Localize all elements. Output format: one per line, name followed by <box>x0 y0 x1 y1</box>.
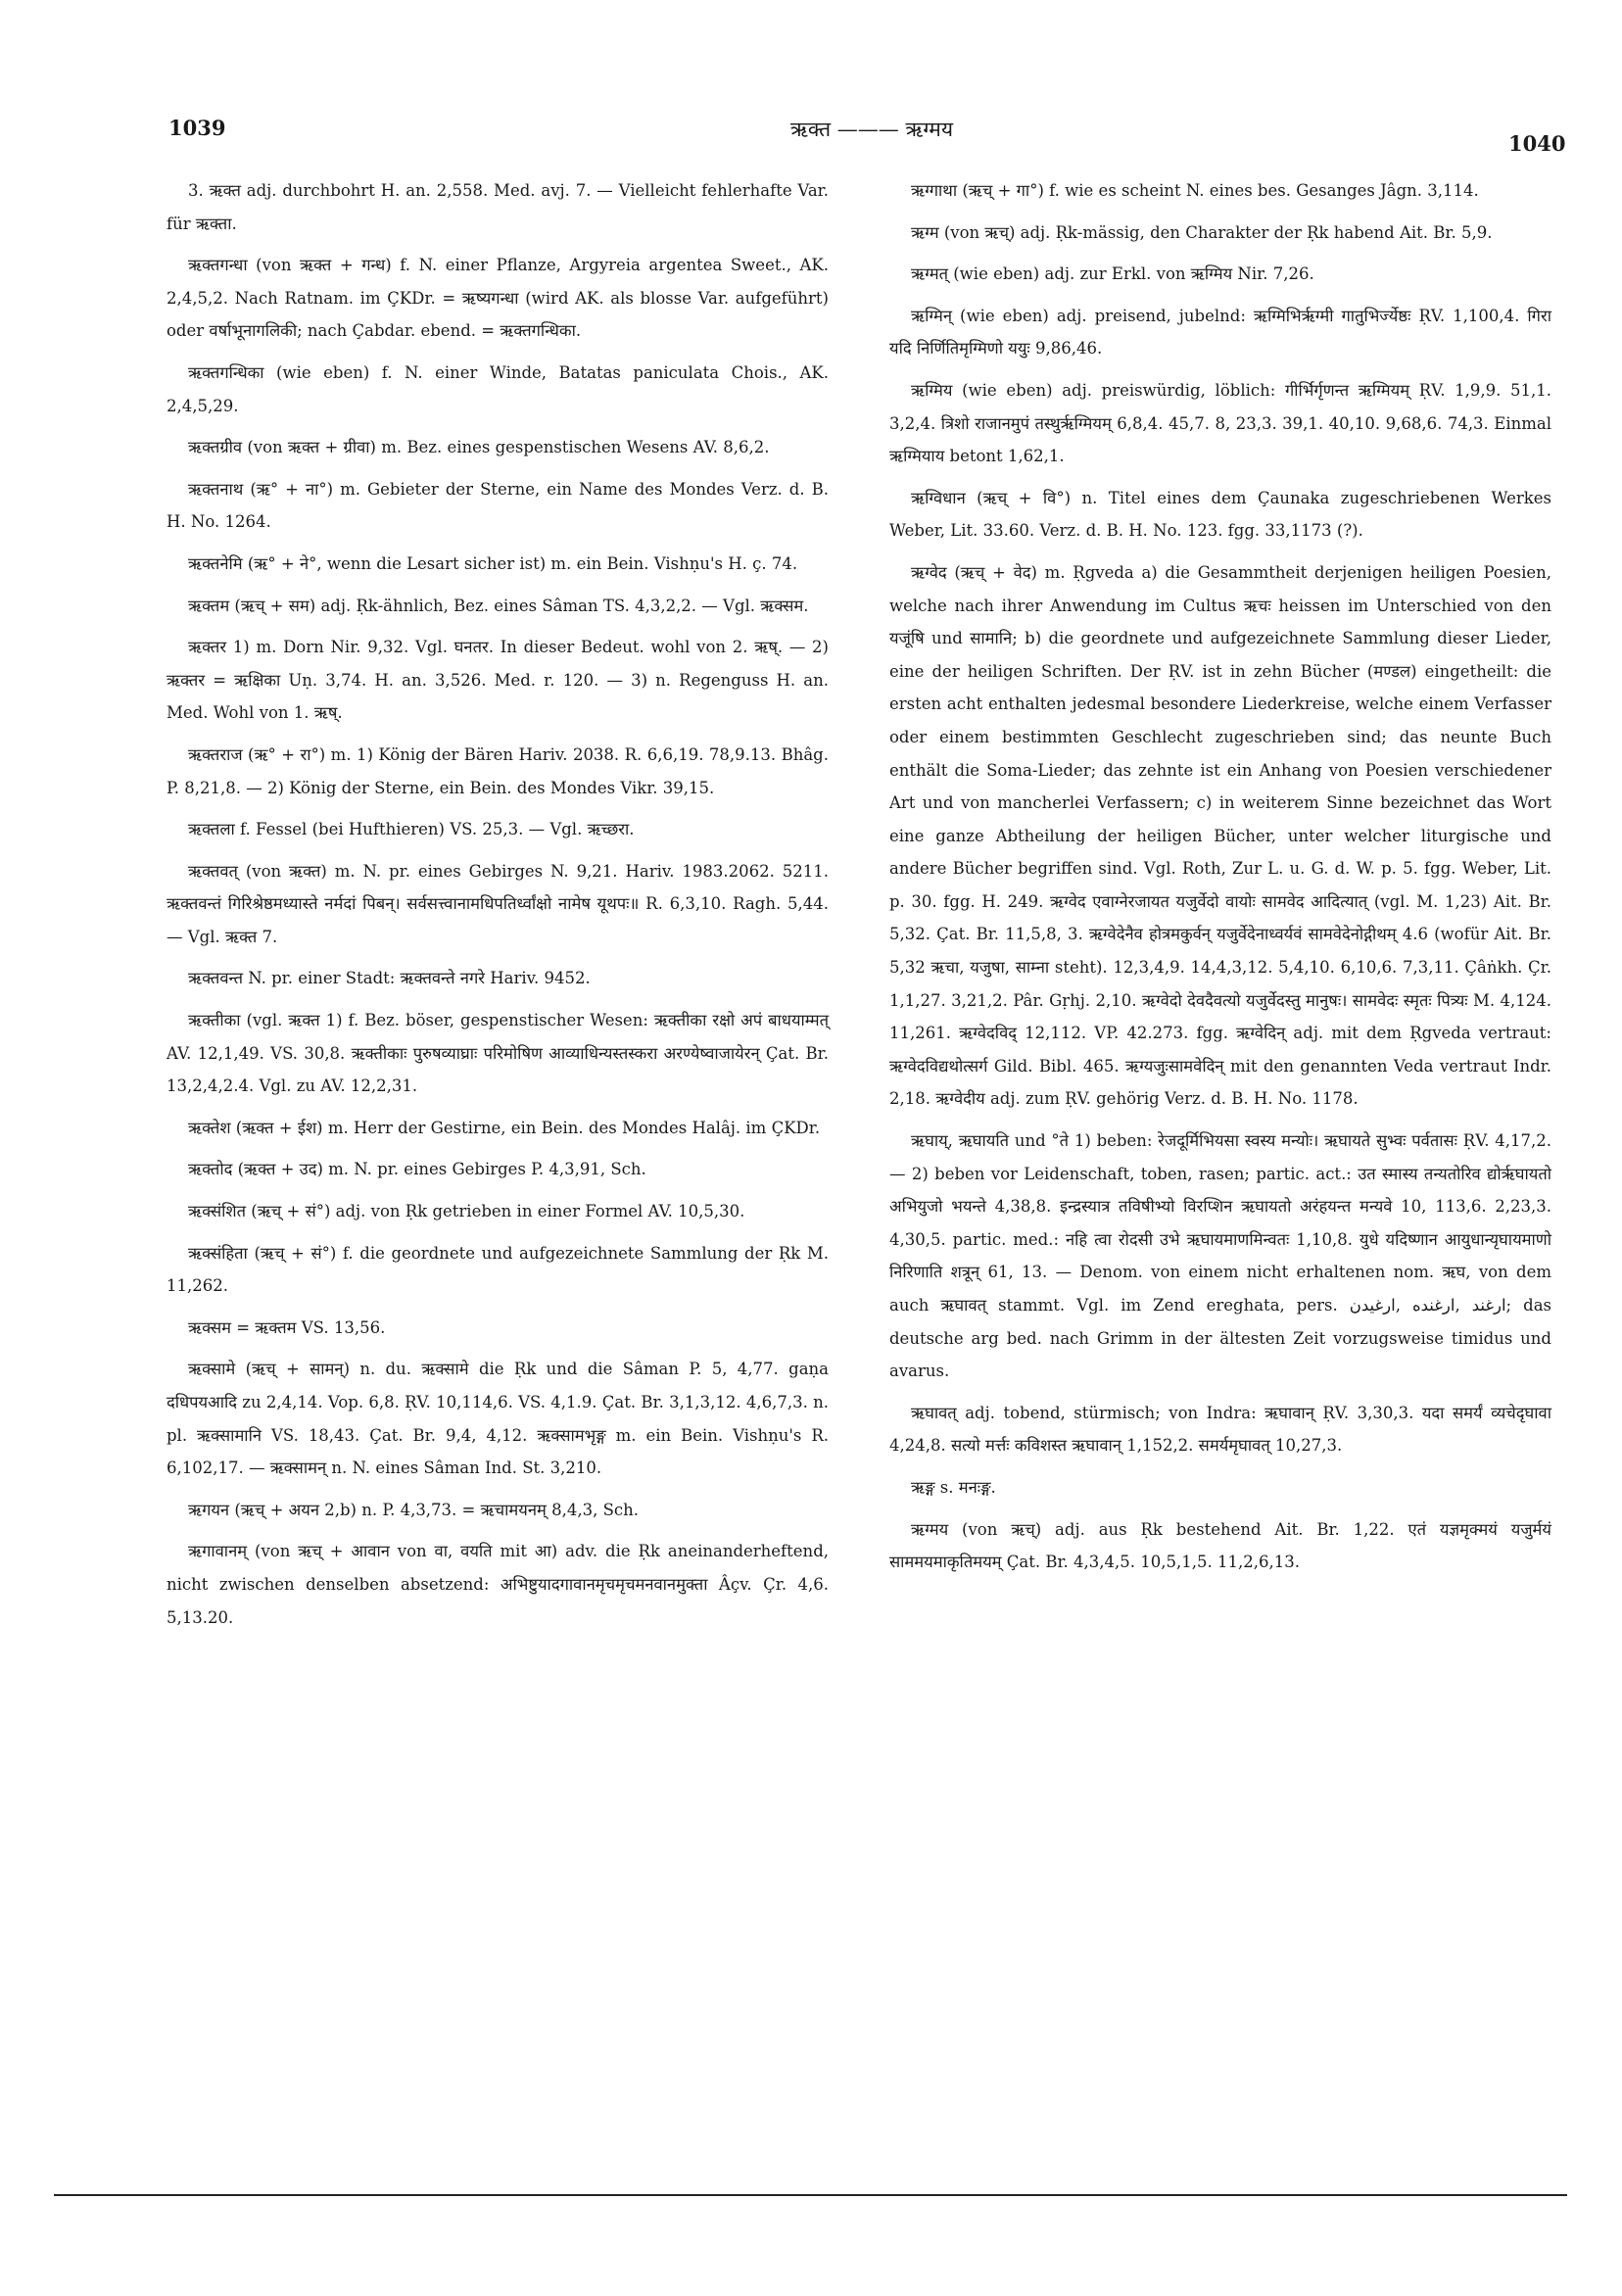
dictionary-entry: ऋग्विधान (ऋच् + वि°) n. Titel eines dem Çaunaka zugeschriebenen Werkes Weber, Lit. 33.60. Verz. d. B. H. No. 123. fgg. 33,1173 (?). <box>889 488 1551 541</box>
dictionary-entry: ऋक्तला f. Fessel (bei Hufthieren) VS. 25,3. — Vgl. ऋच्छरा. <box>188 820 635 839</box>
dictionary-entry: ऋगयन (ऋच् + अयन 2,b) n. P. 4,3,73. = ऋचामयनम् 8,4,3, Sch. <box>188 1500 640 1519</box>
dictionary-entry: ऋक्तगन्धिका (wie eben) f. N. einer Winde, Batatas paniculata Chois., AK. 2,4,5,29. <box>167 362 829 415</box>
dictionary-entry: ऋक्तम (ऋच् + सम) adj. Ṛk-ähnlich, Bez. eines Sâman TS. 4,3,2,2. — Vgl. ऋक्सम. <box>188 596 809 615</box>
dictionary-entry: ऋक्तर 1) m. Dorn Nir. 9,32. Vgl. घनतर. In dieser Bedeut. wohl von 2. ऋष्. — 2) ऋक्तर = ऋक्षिका Uṇ. 3,74. H. an. 3,526. Med. r. 120. — 3) n. Regenguss H. an. Med. Wohl von 1. ऋष्. <box>167 638 829 723</box>
running-header: ऋक्त ——— ऋग्मय <box>789 118 954 141</box>
dictionary-entry: ऋग्मिन् (wie eben) adj. preisend, jubelnd: ऋग्मिभिर्ऋग्मी गातुभिर्ज्येष्ठः ṚV. 1,100,4. गिरा यदि निर्णितिमृग्मिणो ययुः 9,86,46. <box>889 306 1551 359</box>
page-number-right: 1040 <box>1508 131 1566 156</box>
dictionary-entry: ऋक्सम = ऋक्तम VS. 13,56. <box>188 1317 386 1337</box>
dictionary-entry: ऋक्तराज (ऋ° + रा°) m. 1) König der Bären Hariv. 2038. R. 6,6,19. 78,9.13. Bhâg. P. 8,21,8. — 2) König der Sterne, ein Bein. des Mondes Vikr. 39,15. <box>167 744 829 797</box>
dictionary-entry: ऋक्तनाथ (ऋ° + ना°) m. Gebieter der Sterne, ein Name des Mondes Verz. d. B. H. No. 1264. <box>167 479 829 532</box>
dictionary-entry: ऋक्तोद (ऋक्त + उद) m. N. pr. eines Gebirges P. 4,3,91, Sch. <box>188 1160 646 1179</box>
dictionary-entry: ऋक्तवत् (von ऋक्त) m. N. pr. eines Gebirges N. 9,21. Hariv. 1983.2062. 5211. ऋक्तवन्तं गिरिश्रेष्ठमध्यास्ते नर्मदां पिबन्। सर्वसत्त्वानामधिपतिर्ध्वांक्षो नामेष यूथपः॥ R. 6,3,10. Ragh. 5,44. — Vgl. ऋक्त 7. <box>167 861 829 946</box>
dictionary-entry: ऋक्सामे (ऋच् + सामन्) n. du. ऋक्सामे die Ṛk und die Sâman P. 5, 4,77. gaṇa दधिपयआदि zu 2,4,14. Vop. 6,8. ṚV. 10,114,6. VS. 4,1.9. Çat. Br. 3,1,3,12. 4,6,7,3. n. pl. ऋक्सामानि VS. 18,43. Çat. Br. 9,4, 4,12. ऋक्सामभृङ्ग m. ein Bein. Vishṇu's R. 6,102,17. — ऋक्सामन् n. N. eines Sâman Ind. St. 3,210. <box>167 1360 829 1478</box>
dictionary-entry: ऋक्तेश (ऋक्त + ईश) m. Herr der Gestirne, ein Bein. des Mondes Halâj. im ÇKDr. <box>188 1118 821 1137</box>
dictionary-entry: ऋक्संहिता (ऋच् + सं°) f. die geordnete und aufgezeichnete Sammlung der Ṛk M. 11,262. <box>167 1243 829 1296</box>
dictionary-entry: 3. ऋक्त adj. durchbohrt H. an. 2,558. Med. avj. 7. — Vielleicht fehlerhafte Var. für ऋक्ता. <box>167 181 829 233</box>
dictionary-entry: ऋक्तीका (vgl. ऋक्त 1) f. Bez. böser, gespenstischer Wesen: ऋक्तीका रक्षो अपं बाधयाम्मत् AV. 12,1,49. VS. 30,8. ऋक्तीकाः पुरुषव्याघ्राः परिमोषिण आव्याधिन्यस्तस्करा अरण्येष्वाजायेरन् Çat. Br. 13,2,4,2.4. Vgl. zu AV. 12,2,31. <box>167 1011 829 1096</box>
dictionary-entry: ऋग्मत् (wie eben) adj. zur Erkl. von ऋग्मिय Nir. 7,26. <box>911 264 1314 284</box>
dictionary-entry: ऋग्मय (von ऋच्) adj. aus Ṛk bestehend Ait. Br. 1,22. एतं यज्ञमृक्मयं यजुर्मयं साममयमाकृतिमयम् Çat. Br. 4,3,4,5. 10,5,1,5. 11,2,6,13. <box>889 1519 1551 1572</box>
dictionary-entry: ऋक्तवन्त N. pr. einer Stadt: ऋक्तवन्ते नगरे Hariv. 9452. <box>188 969 591 988</box>
dictionary-entry: ऋक्संशित (ऋच् + सं°) adj. von Ṛk getrieben in einer Formel AV. 10,5,30. <box>188 1202 745 1221</box>
footer-rule <box>54 2194 1567 2196</box>
dictionary-entry: ऋक्तग्रीव (von ऋक्त + ग्रीवा) m. Bez. eines gespenstischen Wesens AV. 8,6,2. <box>188 438 770 457</box>
dictionary-entry: ऋग्मिय (wie eben) adj. preiswürdig, löblich: गीर्भिर्गृणन्त ऋग्मियम् ṚV. 1,9,9. 51,1. 3,2,4. त्रिशो राजानमुपं तस्थुर्ऋग्मियम् 6,8,4. 45,7. 8, 23,3. 39,1. 40,10. 9,68,6. 74,3. Einmal ऋग्मियाय betont 1,62,1. <box>889 380 1551 466</box>
dictionary-entry: ऋग्गाथा (ऋच् + गा°) f. wie es scheint N. eines bes. Gesanges Jâgn. 3,114. <box>911 181 1479 200</box>
dictionary-entry: ऋगावानम् (von ऋच् + आवान von वा, वयति mit आ) adv. die Ṛk aneinanderheftend, nicht zwischen denselben absetzend: अभिष्टुयादगावानमृचमृचमनवानमुक्ता Âçv. Çr. 4,6. 5,13.20. <box>167 1542 829 1627</box>
dictionary-entry: ऋङ्ग s. मनःङ्ग. <box>911 1477 996 1497</box>
dictionary-entry: ऋक्तनेमि (ऋ° + ने°, wenn die Lesart sicher ist) m. ein Bein. Vishṇu's H. ç. 74. <box>188 553 798 573</box>
dictionary-entry: ऋग्म (von ऋच्) adj. Ṛk-mässig, den Charakter der Ṛk habend Ait. Br. 5,9. <box>911 222 1493 242</box>
right-column <box>889 174 1551 1588</box>
dictionary-entry: ऋघाय्, ऋघायति und °ते 1) beben: रेजदूर्मिभियसा स्वस्य मन्योः। ऋघायते सुभ्वः पर्वतासः ṚV. 4,17,2. — 2) beben vor Leidenschaft, toben, rasen; partic. act.: उत स्मास्य तन्यतोरिव द्योर्ऋघायतो अभियुजो भयन्ते 4,38,8. इन्द्रस्यात्र तविषीभ्यो विरप्शिन ऋघायतो अरंहयन्त मन्यवे 10, 113,6. 2,23,3. 4,30,5. partic. med.: नहि त्वा रोदसी उभे ऋघायमाणमिन्वतः 1,10,8. युधे यदिष्णान आयुधान्यृघायमाणो निरिणाति शत्रून् 61, 13. — Denom. von einem nicht erhaltenen nom. ऋघ, von dem auch ऋघावत् stammt. Vgl. im Zend ereghata, pers. ارغند ,ارغنده ,ارغیدن; das deutsche arg bed. nach Grimm in der ältesten Zeit vorzugsweise timidus und avarus. <box>889 1131 1552 1381</box>
left-column <box>167 174 829 1643</box>
dictionary-entry: ऋघावत् adj. tobend, stürmisch; von Indra: ऋघावान् ṚV. 3,30,3. यदा समर्यं व्यचेदृघावा 4,24,8. सत्यो मर्त्तः कविशस्त ऋघावान् 1,152,2. समर्यमृघावत् 10,27,3. <box>889 1403 1551 1456</box>
dictionary-entry: ऋक्तगन्धा (von ऋक्त + गन्ध) f. N. einer Pflanze, Argyreia argentea Sweet., AK. 2,4,5,2. Nach Ratnam. im ÇKDr. = ऋष्यगन्धा (wird AK. als blosse Var. aufgeführt) oder वर्षाभूनागलिकी; nach Çabdar. ebend. = ऋक्तगन्धिका. <box>167 256 829 341</box>
dictionary-entry: ऋग्वेद (ऋच् + वेद) m. Ṛgveda a) die Gesammtheit derjenigen heiligen Poesien, welche nach ihrer Anwendung im Cultus ऋचः heissen im Unterschied von den यजूंषि und सामानि; b) die geordnete und aufgezeichnete Sammlung dieser Lieder, eine der heiligen Schriften. Der ṚV. ist in zehn Bücher (मण्डल) eingetheilt: die ersten acht enthalten jedesmal besondere Liederkreise, welche einem Verfasser oder einem bestimmten Geschlecht zugeschrieben sind; das neunte Buch enthält die Soma-Lieder; das zehnte ist ein Anhang von Poesien verschiedener Art und von mancherlei Verfassern; c) in weiterem Sinne bezeichnet das Wort eine ganze Abtheilung der heiligen Bücher, unter welcher liturgische und andere Bücher begriffen sind. Vgl. Roth, Zur L. u. G. d. W. p. 5. fgg. Weber, Lit. p. 30. fgg. H. 249. ऋग्वेद एवाग्नेरजायत यजुर्वेदो वायोः सामवेद आदित्यात् (vgl. M. 1,23) Ait. Br. 5,32. Çat. Br. 11,5,8, 3. ऋग्वेदेनैव होत्रमकुर्वन् यजुर्वेदेनाध्वर्यवं सामवेदेनोद्गीथम् 4.6 (wofür Ait. Br. 5,32 ऋचा, यजुषा, साम्ना steht). 12,3,4,9. 14,4,3,12. 5,4,10. 6,10,6. 7,3,11. Çâṅkh. Çr. 1,1,27. 3,21,2. Pâr. Gṛhj. 2,10. ऋग्वेदो देवदैवत्यो यजुर्वेदस्तु मानुषः। सामवेदः स्मृतः पित्र्यः M. 4,124. 11,261. ऋग्वेदविद् 12,112. VP. 42.273. fgg. ऋग्वेदिन् adj. mit dem Ṛgveda vertraut: ऋग्वेदविद्यथोत्सर्ग Gild. Bibl. 465. ऋग्यजुःसामवेदिन् mit den genannten Veda vertraut Indr. 2,18. ऋग्वेदीय adj. zum ṚV. gehörig Verz. d. B. H. No. 1178. <box>889 562 1551 1109</box>
page-number-left: 1039 <box>168 116 226 140</box>
